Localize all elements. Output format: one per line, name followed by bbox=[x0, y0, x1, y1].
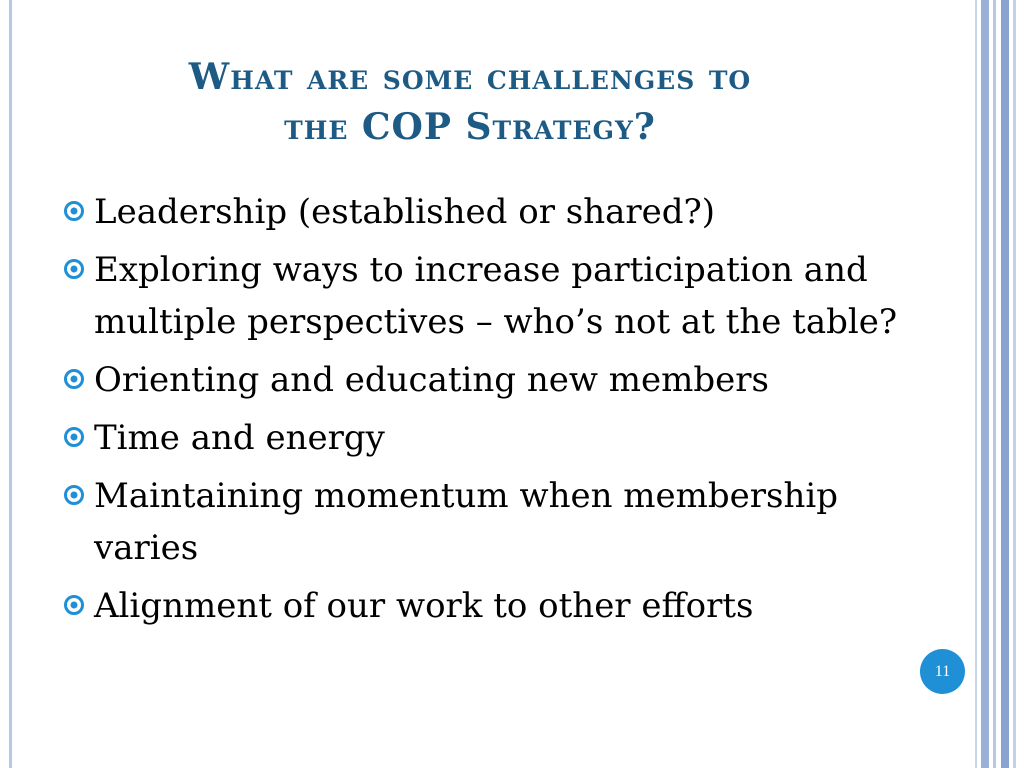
left-border bbox=[0, 0, 12, 768]
double-circle-bullet-icon bbox=[64, 201, 84, 221]
bullet-text: Leadership (established or shared?) bbox=[94, 192, 715, 232]
title-line-1: What are some challenges to bbox=[188, 56, 752, 98]
bullet-item bbox=[60, 244, 940, 348]
double-circle-bullet-icon bbox=[64, 595, 84, 615]
bullet-text: Exploring ways to increase participation and multiple perspectives – who’s not at the table? bbox=[94, 250, 898, 342]
slide-title bbox=[40, 52, 900, 152]
right-border-line bbox=[981, 0, 989, 768]
double-circle-bullet-icon bbox=[64, 369, 84, 389]
double-circle-bullet-icon bbox=[64, 427, 84, 447]
bullet-list bbox=[60, 186, 940, 638]
bullet-text: Alignment of our work to other efforts bbox=[94, 586, 754, 626]
bullet-item bbox=[60, 470, 940, 574]
right-border-line bbox=[1013, 0, 1016, 768]
bullet-item bbox=[60, 412, 940, 464]
page-number-badge: 11 bbox=[920, 649, 965, 694]
double-circle-bullet-icon bbox=[64, 485, 84, 505]
right-border-line bbox=[993, 0, 996, 768]
bullet-text: Maintaining momentum when membership varies bbox=[94, 476, 839, 568]
right-border-line bbox=[975, 0, 977, 768]
right-border-line bbox=[1001, 0, 1009, 768]
bullet-text: Time and energy bbox=[94, 418, 385, 458]
title-line-2: the COP Strategy? bbox=[284, 106, 656, 148]
bullet-item bbox=[60, 354, 940, 406]
bullet-text: Orienting and educating new members bbox=[94, 360, 769, 400]
double-circle-bullet-icon bbox=[64, 259, 84, 279]
bullet-item bbox=[60, 580, 940, 632]
bullet-item bbox=[60, 186, 940, 238]
